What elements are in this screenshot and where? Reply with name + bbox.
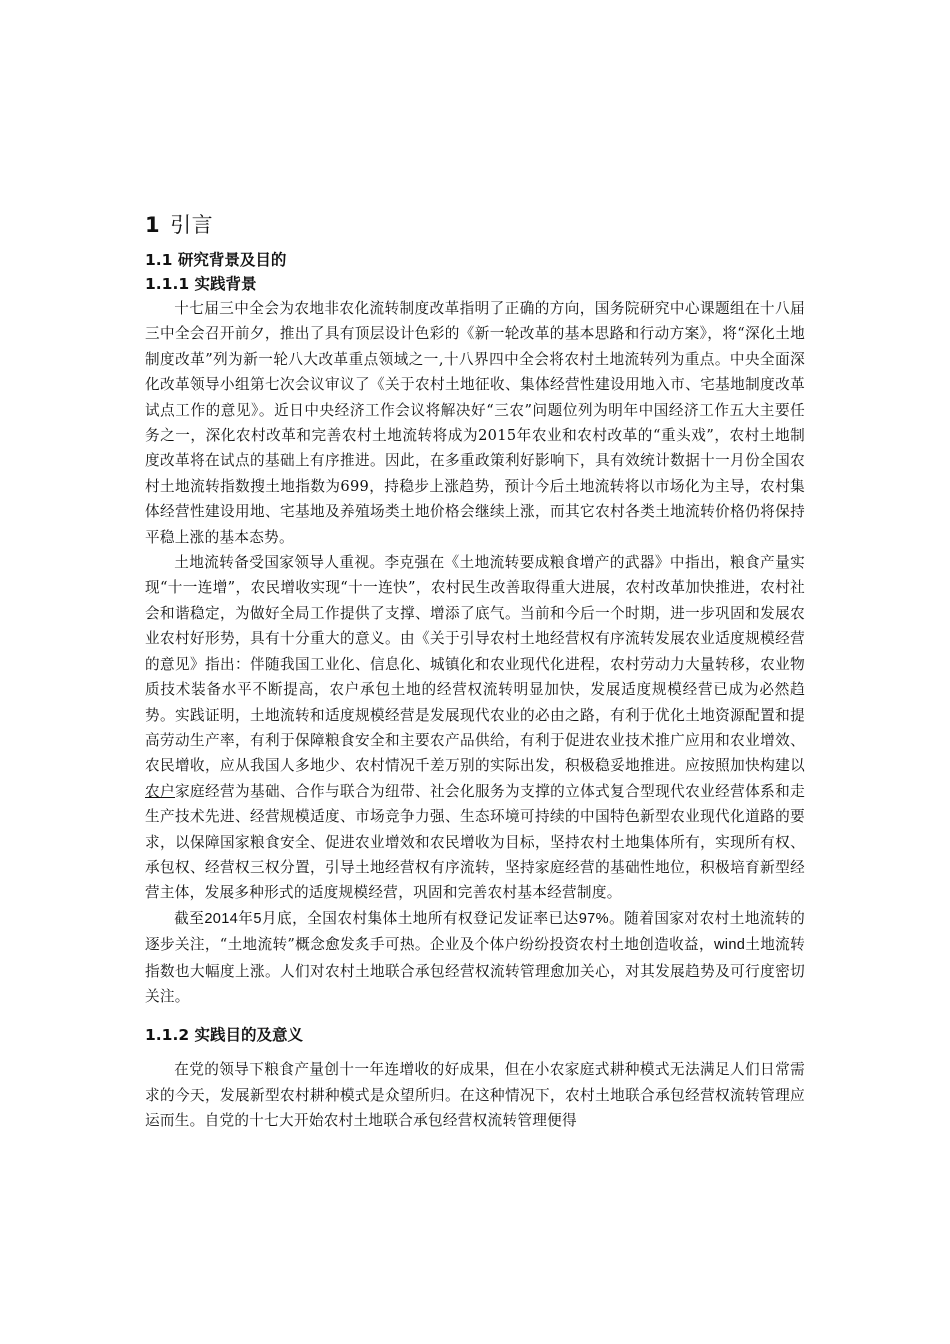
paragraph [145,550,805,906]
paragraph-text: 。随着国家对农村土地流转的逐步关注，“土地流转”概念愈发炙手可热。企业及个体户纷纷投资农村土地创造收益， [145,909,805,954]
paragraph-text: 年 [238,909,254,927]
paragraph-text: 截至 [174,909,205,927]
paragraph-text: 土地流转指数也大幅度上涨。人们对农村土地联合承包经营权流转管理愈加关心，对其发展趋势及可行度密切关注。 [145,936,806,1005]
paragraph-text: 土地流转备受国家领导人重视。李克强在《土地流转要成粮食增产的武器》中指出，粮食产量实现“十一连增”，农民增收实现“十一连快”，农村民生改善取得重大进展，农村改革加快推进，农村社会和谐稳定，为做好全局工作提供了支撑、增添了底气。当前和今后一个时期，进一步巩固和发展农业农村好形势，具有十分重大的意义。由《关于引导农村土地经营权有序流转发展农业适度规模经营的意见》指出：伴随我国工业化、信息化、城镇化和农业现代化进程，农村劳动力大量转移，农业物质技术装备水平不断提高，农户承包土地的经营权流转明显加快，发展适度规模经营已成为必然趋势。实践证明，土地流转和适度规模经营是发展现代农业的必由之路，有利于优化土地资源配置和提高劳动生产率，有利于保障粮食安全和主要农产品供给，有利于促进农业技术推广应用和农业增效、农民增收，应从我国人多地少、农村情况千差万别的实际出发，积极稳妥地推进。应按照加快构建以 [145,554,805,775]
subsubsection-heading-practice-background: 1.1.1 实践背景 [145,275,257,293]
section-title: 引言 [170,213,214,237]
section-number: 1 [145,213,161,237]
paragraph: 十七届三中全会为农地非农化流转制度改革指明了正确的方向，国务院研究中心课题组在十八届三中全会召开前夕，推出了具有顶层设计色彩的《新一轮改革的基本思路和行动方案》，将“深化土地制度改革”列为新一轮八大改革重点领域之一,十八界四中全会将农村土地流转列为重点。中央全面深化改革领导小组第七次会议审议了《关于农村土地征收、集体经营性建设用地入市、宅基地制度改革试点工作的意见》。近日中央经济工作会议将解决好“三农”问题位列为明年中国经济工作五大主要任务之一，深化农村改革和完善农村土地流转将成为2015年农业和农村改革的“重头戏”，农村土地制度改革将在试点的基础上有序推进。因此，在多重政策利好影响下，具有效统计数据十一月份全国农村土地流转指数搜土地指数为699，持稳步上涨趋势，预计今后土地流转将以市场化为主导，农村集体经营性建设用地、宅基地及养殖场类土地价格会继续上涨，而其它农村各类土地流转价格仍将保持平稳上涨的基本态势。 [145,300,805,546]
paragraph-text: 家庭经营为基础、合作与联合为纽带、社会化服务为支撑的立体式复合型现代农业经营体系和走生产技术先进、经营规模适度、市场竞争力强、生态环境可持续的中国特色新型农业现代化道路的要求，以保障国家粮食安全、促进农业增效和农民增收为目标，坚持农村土地集体所有，实现所有权、承包权、经营权三权分置，引导土地经营权有序流转，坚持家庭经营的基础性地位，积极培育新型经营主体，发展多种形式的适度规模经营，巩固和完善农村基本经营制度。 [145,782,805,902]
paragraph-text: 月底，全国农村集体土地所有权登记发证率已达 [261,909,579,927]
rate-value: 97% [578,910,609,927]
subsection-heading: 1.1 研究背景及目的 [145,251,287,269]
paragraph: 在党的领导下粮食产量创十一年连增收的好成果，但在小农家庭式耕种模式无法满足人们日常需求的今天，发展新型农村耕种模式是众望所归。在这种情况下，农村土地联合承包经营权流转管理应运而生。自党的十七大开始农村土地联合承包经营权流转管理便得 [145,1061,805,1130]
subsubsection-heading-purpose: 1.1.2 实践目的及意义 [145,1026,304,1045]
month-value: 5 [253,910,262,927]
year-value: 2014 [204,910,239,927]
wind-term: wind [713,937,746,954]
paragraph [145,906,805,1010]
section-heading [145,207,805,243]
document-body [145,207,805,1134]
underlined-term: 农户 [145,782,176,800]
